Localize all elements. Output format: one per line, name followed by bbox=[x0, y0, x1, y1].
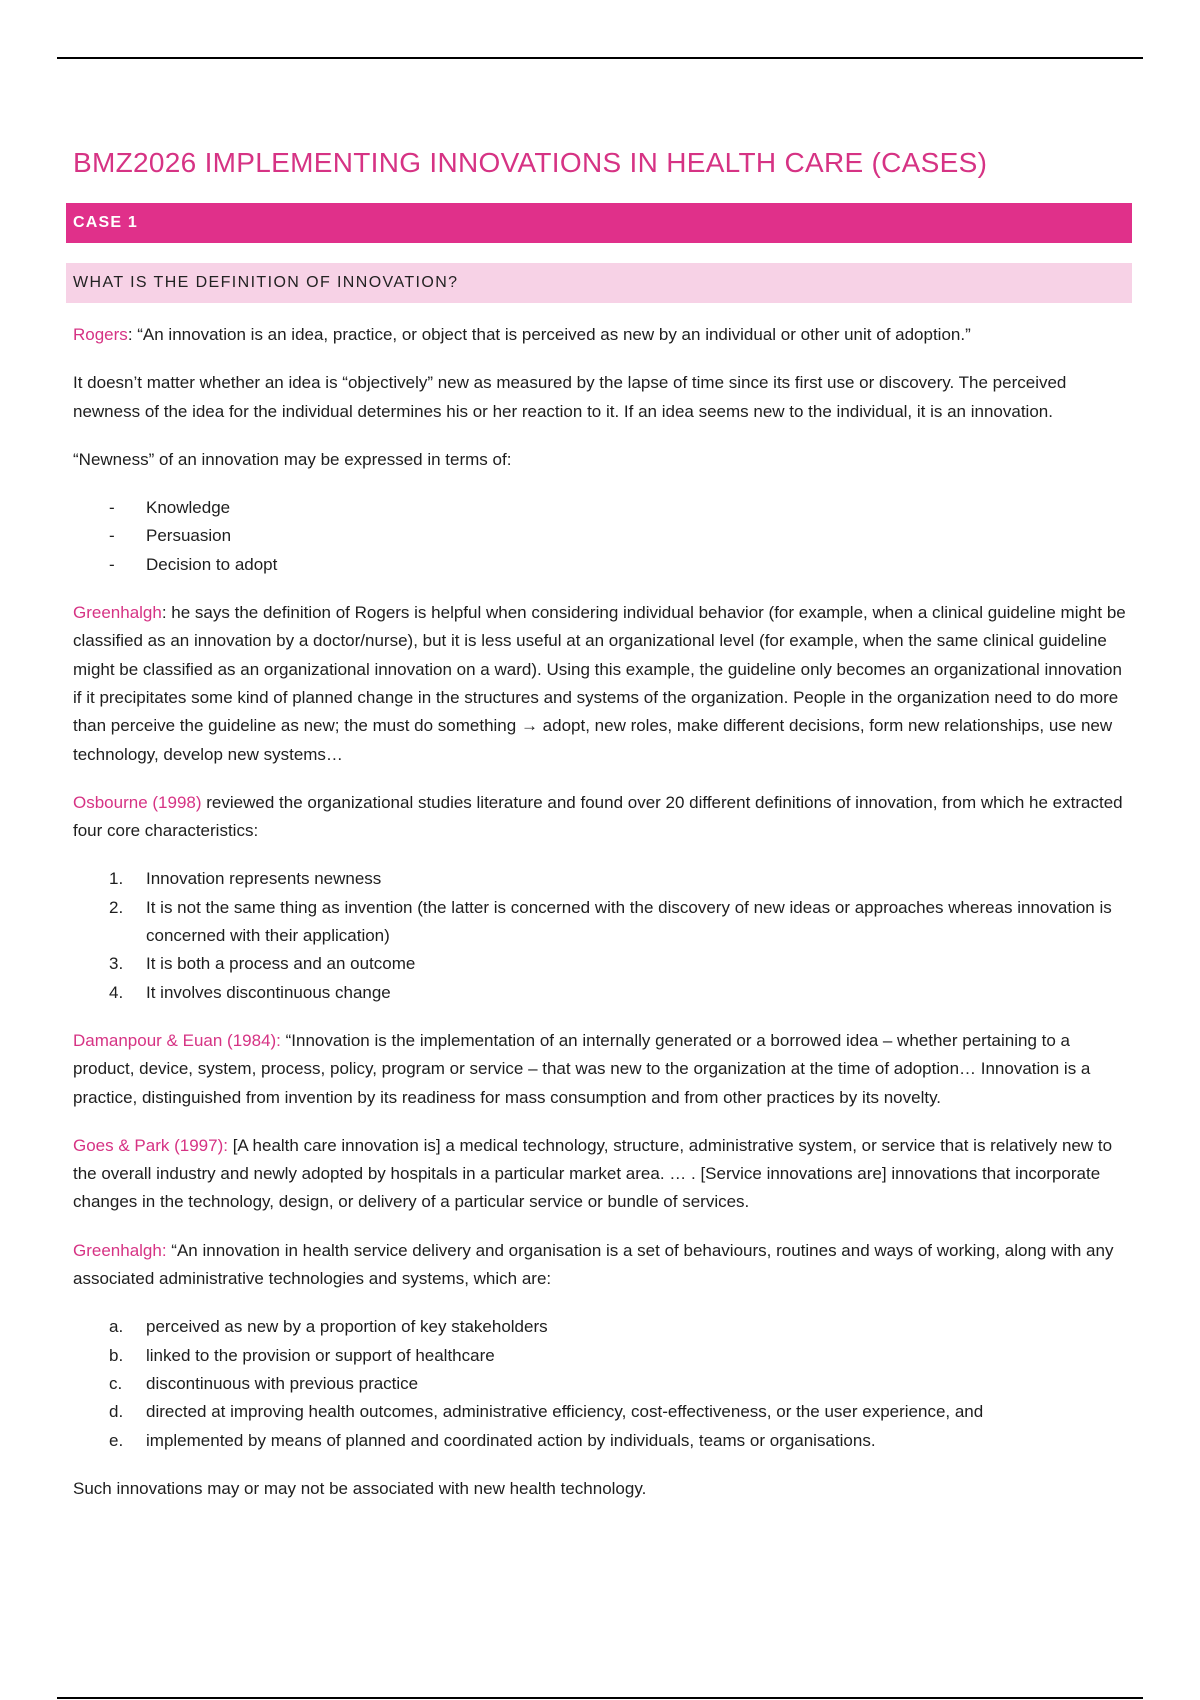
rogers-definition bbox=[73, 321, 1133, 349]
list-item: 2. It is not the same thing as invention (the latter is concerned with the discovery of new ideas or approaches whereas innovation is concerned with their application) bbox=[109, 897, 1112, 946]
dash-marker: - bbox=[109, 554, 115, 574]
list-item: d. directed at improving health outcomes, administrative efficiency, cost-effectiveness, or the user experience, and bbox=[109, 1402, 984, 1422]
newness-paragraph: It doesn’t matter whether an idea is “objectively” new as measured by the lapse of time since its first use or discovery. The perceived newness of the idea for the individual determines his or her reaction to it. If an idea seems new to the individual, it is an innovation. bbox=[73, 373, 1067, 421]
newness-intro: “Newness” of an innovation may be expressed in terms of: bbox=[73, 449, 512, 469]
damanpour-paragraph: Damanpour & Euan (1984): “Innovation is the implementation of an internally generated or a borrowed idea – whether pertaining to a product, device, system, process, policy, program or service – that was new to the organization at the time of adoption… Innovation is a practice, distinguished from invention by its readiness for mass consumption and from other practices by its novelty. bbox=[73, 1030, 1091, 1107]
osbourne-paragraph: Osbourne (1998) reviewed the organizational studies literature and found over 20 different definitions of innovation, from which he extracted four core characteristics: bbox=[73, 792, 1123, 841]
dash-marker: - bbox=[109, 526, 115, 546]
list-item: b. linked to the provision or support of healthcare bbox=[109, 1345, 495, 1365]
closing-paragraph: Such innovations may or may not be associated with new health technology. bbox=[73, 1478, 647, 1498]
list-item: 4. It involves discontinuous change bbox=[109, 982, 391, 1002]
source-osbourne: Osbourne (1998) bbox=[73, 792, 202, 812]
rogers-text: : “An innovation is an idea, practice, or object that is perceived as new by an individual or other unit of adoption.” bbox=[127, 325, 971, 344]
source-goes-park: Goes & Park (1997): bbox=[73, 1135, 228, 1155]
newness-list bbox=[73, 494, 1133, 579]
characteristics-list bbox=[73, 865, 1133, 1006]
list-item: a. perceived as new by a proportion of key stakeholders bbox=[109, 1317, 548, 1337]
document-title: BMZ2026 IMPLEMENTING INNOVATIONS IN HEALTH CARE (CASES) bbox=[73, 147, 988, 178]
list-item: - Persuasion bbox=[73, 522, 1133, 550]
list-item: - Decision to adopt bbox=[73, 551, 1133, 579]
top-rule bbox=[57, 57, 1143, 59]
dash-marker: - bbox=[109, 498, 115, 518]
bottom-rule bbox=[57, 1697, 1143, 1699]
source-rogers: Rogers bbox=[73, 325, 128, 344]
list-item: c. discontinuous with previous practice bbox=[109, 1373, 419, 1393]
list-item: 3. It is both a process and an outcome bbox=[109, 954, 416, 974]
list-item: e. implemented by means of planned and coordinated action by individuals, teams or organisations. bbox=[109, 1430, 876, 1450]
list-item: 1. Innovation represents newness bbox=[109, 869, 382, 889]
document-body bbox=[73, 145, 1133, 1503]
source-greenhalgh-2: Greenhalgh: bbox=[73, 1240, 167, 1260]
list-item: - Knowledge bbox=[73, 494, 1133, 522]
question-heading: WHAT IS THE DEFINITION OF INNOVATION? bbox=[66, 263, 1132, 303]
greenhalgh-paragraph: Greenhalgh: he says the definition of Rogers is helpful when considering individual behavior (for example, when a clinical guideline might be classified as an innovation by a doctor/nurse), but it is less useful at an organizational level (for example, when the same clinical guideline might be classified as an organizational innovation on a ward). Using this example, the guideline only becomes an organizational innovation if it precipitates some kind of planned change in the structures and systems of the organization. People in the organization need to do more than perceive the guideline as new; the must do something → adopt, new roles, make different decisions, form new relationships, use new technology, develop new systems… bbox=[73, 603, 1126, 764]
case-heading: CASE 1 bbox=[66, 203, 1132, 243]
source-damanpour: Damanpour & Euan (1984): bbox=[73, 1030, 281, 1050]
greenhalgh-definition: Greenhalgh: “An innovation in health service delivery and organisation is a set of behaviours, routines and ways of working, along with any associated administrative technologies and systems, which are: bbox=[73, 1240, 1114, 1289]
source-greenhalgh: Greenhalgh bbox=[73, 603, 162, 623]
criteria-list bbox=[73, 1313, 1133, 1454]
goes-park-paragraph: Goes & Park (1997): [A health care innovation is] a medical technology, structure, administrative system, or service that is relatively new to the overall industry and newly adopted by hospitals in a particular market area. … . [Service innovations are] innovations that incorporate changes in the technology, design, or delivery of a particular service or bundle of services. bbox=[73, 1135, 1113, 1212]
